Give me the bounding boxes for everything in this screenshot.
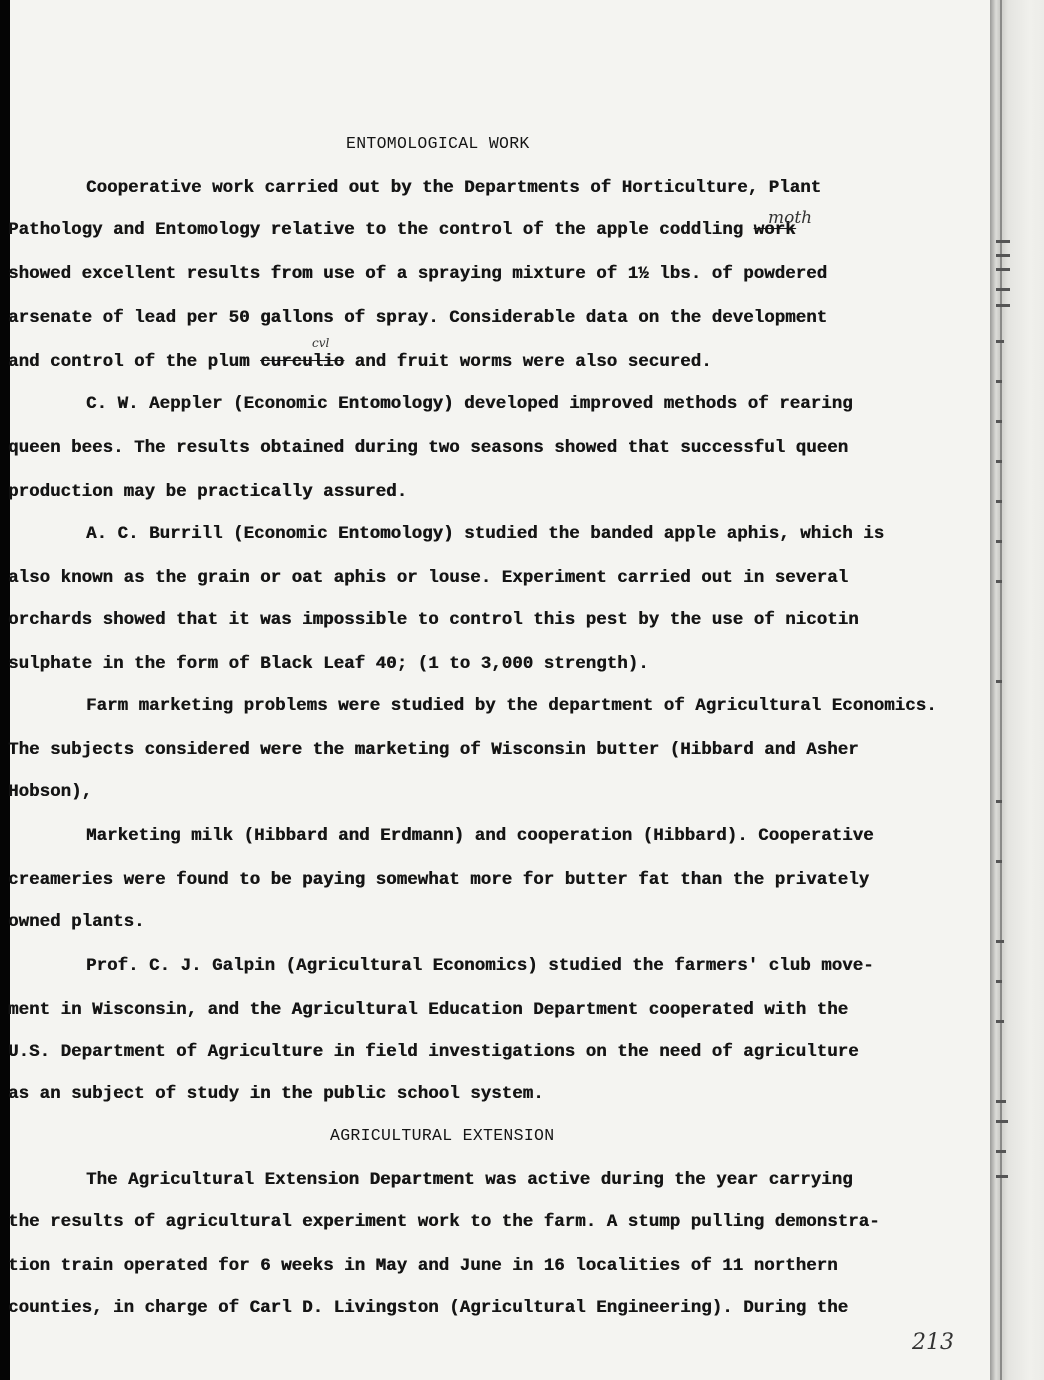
text-line: and control of the plum curculio and fruit worms were also secured. <box>8 352 712 372</box>
section-heading-entomological: ENTOMOLOGICAL WORK <box>346 134 530 153</box>
text-line: orchards showed that it was impossible to control this pest by the use of nicotin <box>8 610 859 630</box>
text-line: Cooperative work carried out by the Departments of Horticulture, Plant <box>86 178 822 198</box>
text-line: arsenate of lead per 50 gallons of spray. Considerable data on the development <box>8 308 828 328</box>
text-line: Marketing milk (Hibbard and Erdmann) and cooperation (Hibbard). Cooperative <box>86 826 874 846</box>
text-line: creameries were found to be paying somewhat more for butter fat than the privately <box>8 870 870 890</box>
text-line: Pathology and Entomology relative to the control of the apple coddling work <box>8 220 796 240</box>
text-line: production may be practically assured. <box>8 482 408 502</box>
section-heading-agricultural-extension: AGRICULTURAL EXTENSION <box>330 1126 555 1145</box>
page-number: 213 <box>912 1330 954 1355</box>
binding-edge <box>0 0 10 1380</box>
text-line: The Agricultural Extension Department was active during the year carrying <box>86 1170 853 1190</box>
text-line: also known as the grain or oat aphis or louse. Experiment carried out in several <box>8 568 849 588</box>
text-line: ment in Wisconsin, and the Agricultural Education Department cooperated with the <box>8 1000 849 1020</box>
handwritten-correction-moth: moth <box>768 208 813 228</box>
text-line: tion train operated for 6 weeks in May and June in 16 localities of 11 northern <box>8 1256 838 1276</box>
text-line: The subjects considered were the marketing of Wisconsin butter (Hibbard and Asher <box>8 740 859 760</box>
text-line: counties, in charge of Carl D. Livingston (Agricultural Engineering). During the <box>8 1298 849 1318</box>
struck-word: work <box>753 220 796 240</box>
text-line: Prof. C. J. Galpin (Agricultural Economics) studied the farmers' club move- <box>86 956 874 976</box>
text-line: sulphate in the form of Black Leaf 40; (1 to 3,000 strength). <box>8 654 649 674</box>
text-line: Hobson), <box>8 782 93 802</box>
text-line: showed excellent results from use of a spraying mixture of 1½ lbs. of powdered <box>8 264 828 284</box>
text-line: the results of agricultural experiment work to the farm. A stump pulling demonstra- <box>8 1212 880 1232</box>
margin-marks <box>996 240 1016 1200</box>
text-line: U.S. Department of Agriculture in field investigations on the need of agriculture <box>8 1042 859 1062</box>
struck-word: curculio <box>260 352 345 372</box>
text-line: queen bees. The results obtained during two seasons showed that successful queen <box>8 438 849 458</box>
text-line: as an subject of study in the public school system. <box>8 1084 544 1104</box>
text-line: Farm marketing problems were studied by the department of Agricultural Economics. <box>86 696 937 716</box>
text-line: owned plants. <box>8 912 145 932</box>
text-line: A. C. Burrill (Economic Entomology) studied the banded apple aphis, which is <box>86 524 885 544</box>
handwritten-correction-cvl: cvl <box>312 336 330 350</box>
text-line: C. W. Aeppler (Economic Entomology) developed improved methods of rearing <box>86 394 853 414</box>
